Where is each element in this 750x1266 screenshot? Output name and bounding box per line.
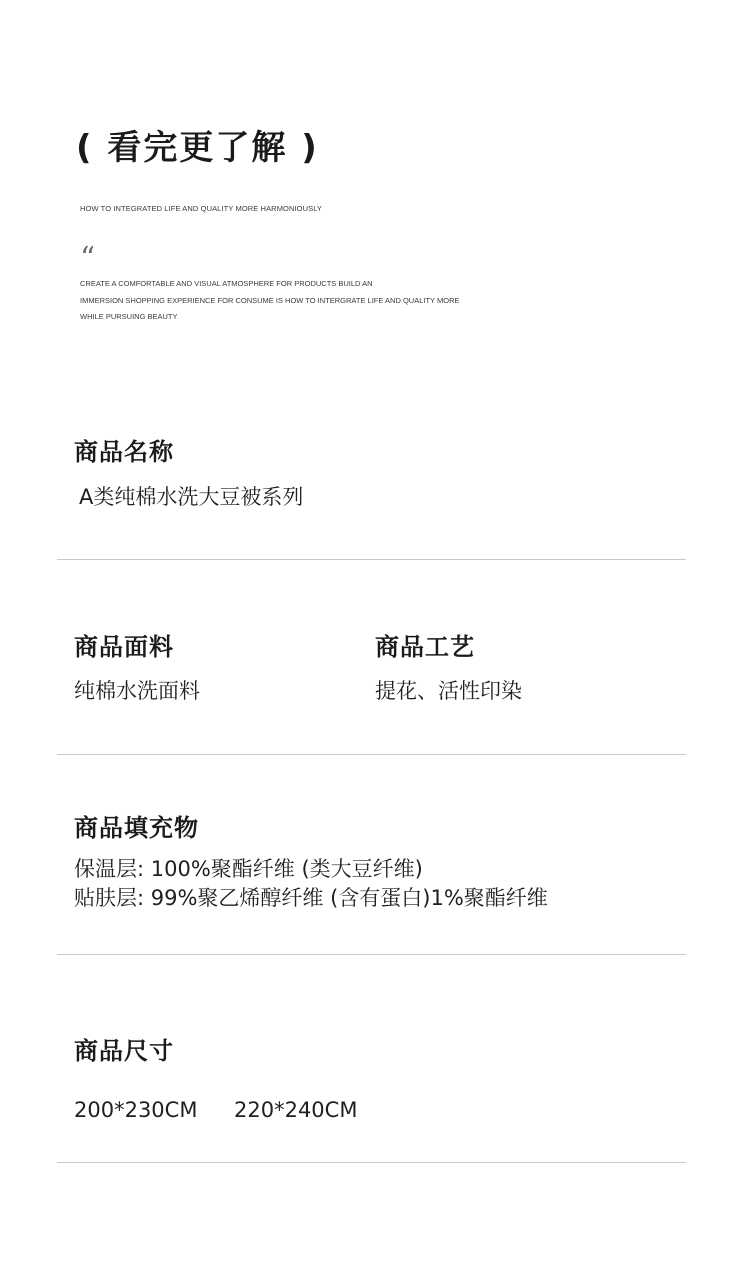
spec-value-fabric: 纯棉水洗面料: [74, 679, 200, 703]
spec-label-fabric: 商品面料: [74, 633, 174, 661]
spec-value-craft: 提花、活性印染: [375, 679, 522, 703]
quote-line: WHILE PURSUING BEAUTY: [80, 312, 178, 321]
quote-text: [80, 276, 480, 326]
divider: [57, 1162, 686, 1163]
spec-label-filling: 商品填充物: [74, 814, 199, 842]
divider: [57, 559, 686, 560]
size-option: 220*240CM: [234, 1098, 358, 1122]
header-tagline: HOW TO INTEGRATED LIFE AND QUALITY MORE HARMONIOUSLY: [80, 204, 323, 213]
quote-line: IMMERSION SHOPPING EXPERIENCE FOR CONSUME IS HOW TO INTERGRATE LIFE AND QUALITY MORE: [80, 295, 460, 305]
page-title: ( 看完更了解 ): [76, 128, 319, 168]
quote-icon: “: [80, 244, 94, 264]
divider: [57, 754, 686, 755]
spec-label-size: 商品尺寸: [74, 1037, 174, 1065]
spec-label-craft: 商品工艺: [375, 633, 475, 661]
quote-line: CREATE A COMFORTABLE AND VISUAL ATMOSPHERE FOR PRODUCTS BUILD AN: [80, 279, 373, 288]
spec-value-name: A类纯棉水洗大豆被系列: [79, 485, 304, 509]
spec-label-name: 商品名称: [74, 438, 174, 466]
spec-value-filling-line: 保温层: 100%聚酯纤维 (类大豆纤维): [74, 857, 423, 881]
divider: [57, 954, 686, 955]
size-option: 200*230CM: [74, 1098, 198, 1122]
spec-value-filling-line: 贴肤层: 99%聚乙烯醇纤维 (含有蛋白)1%聚酯纤维: [74, 886, 548, 910]
